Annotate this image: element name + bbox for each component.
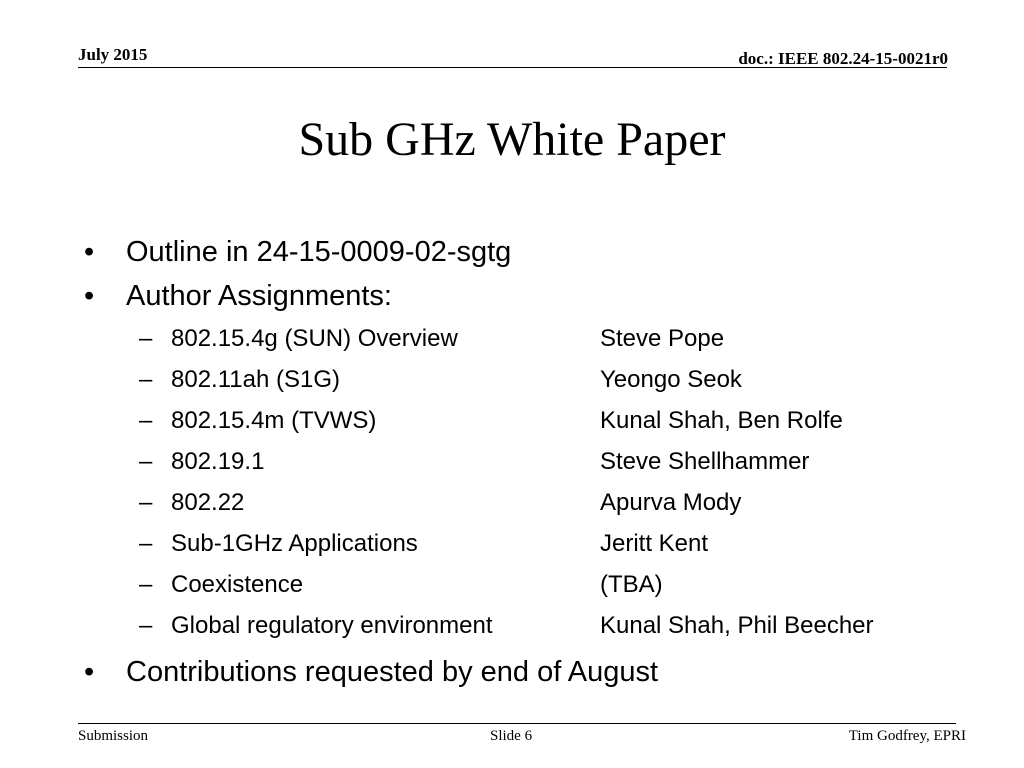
assignment-author: Yeongo Seok <box>600 366 742 393</box>
assignment-author: (TBA) <box>600 571 663 598</box>
bullet-author-assignments-text: Author Assignments: <box>126 280 392 312</box>
bullet-outline <box>84 230 984 274</box>
assignment-author: Kunal Shah, Ben Rolfe <box>600 407 843 434</box>
footer-divider <box>78 723 956 724</box>
bullet-contributions-text: Contributions requested by end of August <box>126 656 659 688</box>
assignment-item <box>84 523 984 564</box>
assignment-topic: 802.19.1 <box>171 448 265 475</box>
assignment-item <box>84 605 984 646</box>
assignment-author: Kunal Shah, Phil Beecher <box>600 612 874 639</box>
dash-marker: – <box>139 571 153 598</box>
header-doc-id: doc.: IEEE 802.24-15-0021r0 <box>738 49 948 68</box>
dash-marker: – <box>139 489 153 516</box>
assignment-topic: Global regulatory environment <box>171 612 493 639</box>
assignment-topic: Sub-1GHz Applications <box>171 530 418 557</box>
bullet-list <box>84 230 984 694</box>
bullet-dot: • <box>84 280 95 312</box>
bullet-author-assignments <box>84 274 984 318</box>
assignment-item <box>84 318 984 359</box>
assignment-item <box>84 359 984 400</box>
bullet-dot: • <box>84 656 95 688</box>
dash-marker: – <box>139 407 153 434</box>
footer-submission: Submission <box>78 728 149 744</box>
assignment-author: Jeritt Kent <box>600 530 709 557</box>
assignment-author: Steve Pope <box>600 325 725 352</box>
assignment-item <box>84 400 984 441</box>
assignment-item <box>84 482 984 523</box>
slide-title: Sub GHz White Paper <box>298 113 726 166</box>
dash-marker: – <box>139 612 153 639</box>
header-date: July 2015 <box>78 45 148 64</box>
assignment-item <box>84 564 984 605</box>
assignment-topic: 802.15.4g (SUN) Overview <box>171 325 458 352</box>
assignment-author: Apurva Mody <box>600 489 742 516</box>
assignment-author: Steve Shellhammer <box>600 448 810 475</box>
assignment-topic: 802.11ah (S1G) <box>171 366 340 393</box>
assignment-topic: 802.15.4m (TVWS) <box>171 407 377 434</box>
assignment-topic: Coexistence <box>171 571 304 598</box>
assignment-item <box>84 441 984 482</box>
dash-marker: – <box>139 448 153 475</box>
footer-author: Tim Godfrey, EPRI <box>848 728 966 744</box>
footer-slide-number: Slide 6 <box>490 728 533 744</box>
dash-marker: – <box>139 530 153 557</box>
bullet-dot: • <box>84 236 95 268</box>
bullet-outline-text: Outline in 24-15-0009-02-sgtg <box>126 236 512 268</box>
assignment-list <box>84 318 984 646</box>
assignment-topic: 802.22 <box>171 489 245 516</box>
dash-marker: – <box>139 366 153 393</box>
header-divider <box>78 67 947 68</box>
bullet-contributions <box>84 650 984 694</box>
dash-marker: – <box>139 325 153 352</box>
